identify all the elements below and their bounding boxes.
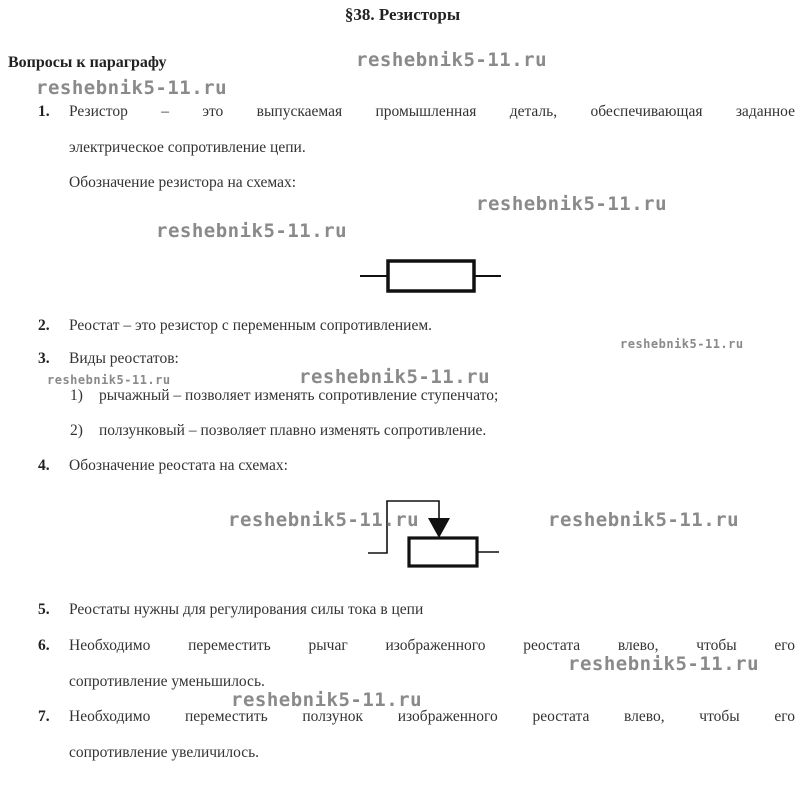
item-2-text: Реостат – это резистор с переменным сопротивлением.	[69, 317, 433, 334]
item-1-line-1: Резистор – это выпускаемая промышленная деталь, обеспечивающая заданное	[69, 103, 795, 120]
watermark: reshebnik5-11.ru	[228, 509, 420, 531]
item-4-text: Обозначение реостата на схемах:	[69, 457, 288, 474]
rheostat-symbol	[365, 494, 505, 584]
page-title: §38. Резисторы	[344, 5, 461, 24]
watermark: reshebnik5-11.ru	[156, 220, 348, 242]
item-1-line-3: Обозначение резистора на схемах:	[69, 174, 297, 191]
item-1-line-2: электрическое сопротивление цепи.	[69, 139, 306, 156]
item-6-number: 6.	[38, 637, 50, 654]
item-5-text: Реостаты нужны для регулирования силы тока в цепи	[69, 601, 424, 618]
item-3-sub-2-marker: 2)	[70, 422, 83, 439]
item-3-text: Виды реостатов:	[69, 350, 179, 367]
item-7-number: 7.	[38, 708, 50, 725]
item-3-sub-1-text: рычажный – позволяет изменять сопротивление ступенчато;	[99, 387, 499, 404]
watermark: reshebnik5-11.ru	[548, 509, 740, 531]
item-2-number: 2.	[38, 317, 50, 334]
item-6-line-2: сопротивление уменьшилось.	[69, 673, 265, 690]
watermark: reshebnik5-11.ru	[231, 689, 423, 711]
item-6-line-1: Необходимо переместить рычаг изображенного реостата влево, чтобы его	[69, 637, 795, 654]
watermark: reshebnik5-11.ru	[36, 77, 228, 99]
item-1-number: 1.	[38, 103, 50, 120]
item-3-sub-1-marker: 1)	[70, 387, 83, 404]
section-heading: Вопросы к параграфу	[8, 54, 167, 71]
watermark: reshebnik5-11.ru	[620, 337, 744, 351]
item-3-sub-2-text: ползунковый – позволяет плавно изменять сопротивление.	[99, 422, 487, 439]
item-5-number: 5.	[38, 601, 50, 618]
watermark: reshebnik5-11.ru	[568, 653, 760, 675]
watermark: reshebnik5-11.ru	[476, 193, 668, 215]
watermark: reshebnik5-11.ru	[356, 49, 548, 71]
item-4-number: 4.	[38, 457, 50, 474]
item-7-line-1: Необходимо переместить ползунок изображенного реостата влево, чтобы его	[69, 708, 795, 725]
item-3-number: 3.	[38, 350, 50, 367]
watermark: reshebnik5-11.ru	[299, 366, 491, 388]
resistor-symbol	[355, 252, 515, 302]
item-7-line-2: сопротивление увеличилось.	[69, 744, 260, 761]
watermark: reshebnik5-11.ru	[47, 373, 171, 387]
